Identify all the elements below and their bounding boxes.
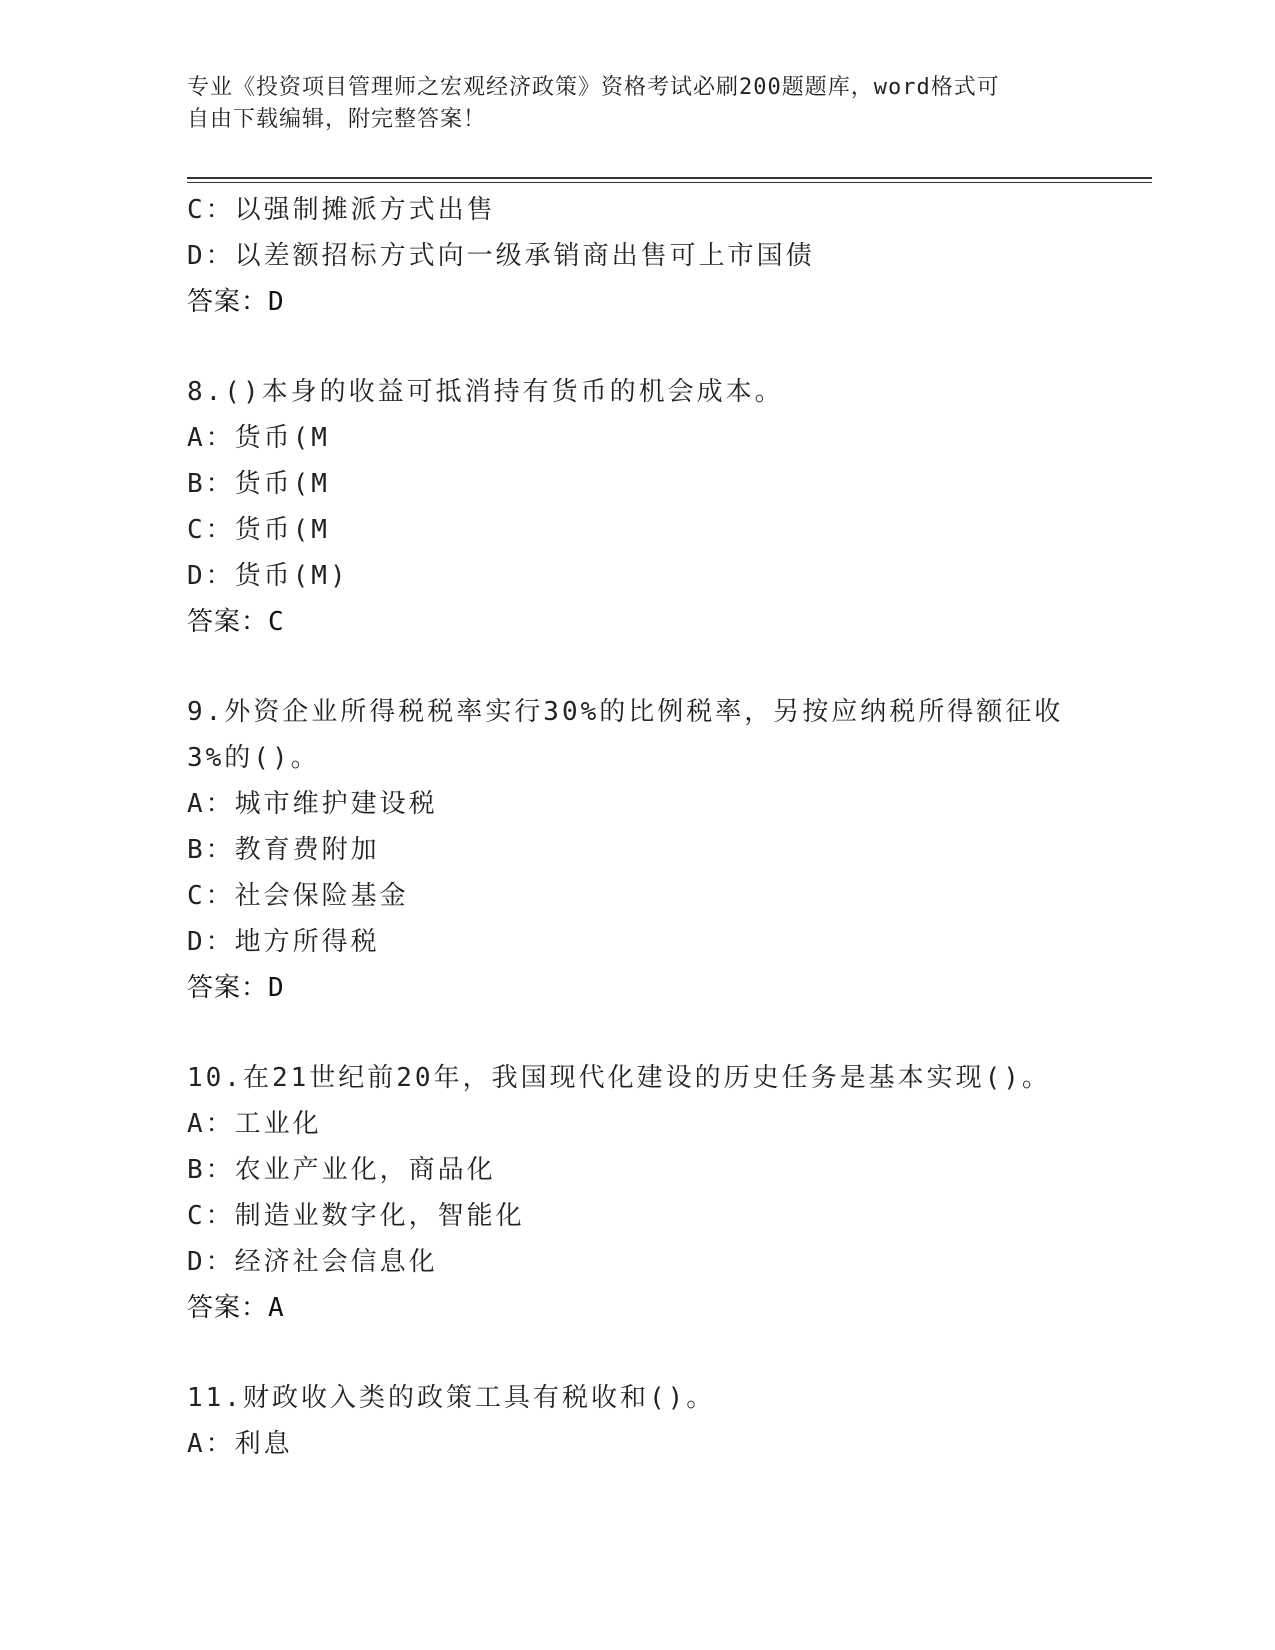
spacer (187, 325, 1087, 369)
header-line-1: 专业《投资项目管理师之宏观经济政策》资格考试必刷200题题库，word格式可 (187, 75, 1000, 100)
answer-label: 答案：C (187, 607, 285, 637)
option-d: D：货币(M) (187, 561, 349, 591)
question-11 (187, 1375, 1087, 1467)
option-d: D：以差额招标方式向一级承销商出售可上市国债 (187, 241, 815, 271)
option-a: A：城市维护建设税 (187, 789, 438, 819)
question-stem: 8.()本身的收益可抵消持有货币的机会成本。 (187, 377, 784, 407)
question-stem: 11.财政收入类的政策工具有税收和()。 (187, 1383, 716, 1413)
option-c: C：制造业数字化，智能化 (187, 1201, 525, 1231)
option-c: C：货币(M (187, 515, 330, 545)
option-b: B：货币(M (187, 469, 330, 499)
question-7-continuation (187, 187, 1087, 325)
question-9 (187, 689, 1087, 1011)
answer-label: 答案：D (187, 287, 285, 317)
header-divider-thin (187, 182, 1152, 183)
option-c: C：以强制摊派方式出售 (187, 195, 496, 225)
option-d: D：经济社会信息化 (187, 1247, 438, 1277)
question-list (187, 187, 1087, 1467)
option-a: A：工业化 (187, 1109, 322, 1139)
option-b: B：农业产业化，商品化 (187, 1155, 496, 1185)
question-stem: 9.外资企业所得税税率实行30%的比例税率，另按应纳税所得额征收 (187, 697, 1064, 727)
option-a: A：货币(M (187, 423, 330, 453)
option-d: D：地方所得税 (187, 927, 380, 957)
question-stem-continued: 3%的()。 (187, 743, 320, 773)
option-a: A：利息 (187, 1429, 293, 1459)
document-header (187, 72, 1067, 136)
spacer (187, 1011, 1087, 1055)
question-stem: 10.在21世纪前20年，我国现代化建设的历史任务是基本实现()。 (187, 1063, 1051, 1093)
spacer (187, 645, 1087, 689)
header-line-2: 自由下载编辑，附完整答案！ (187, 107, 487, 132)
question-10 (187, 1055, 1087, 1331)
answer-label: 答案：A (187, 1293, 285, 1323)
question-8 (187, 369, 1087, 645)
answer-label: 答案：D (187, 973, 285, 1003)
option-c: C：社会保险基金 (187, 881, 409, 911)
spacer (187, 1331, 1087, 1375)
header-divider-thick (187, 177, 1152, 179)
option-b: B：教育费附加 (187, 835, 380, 865)
